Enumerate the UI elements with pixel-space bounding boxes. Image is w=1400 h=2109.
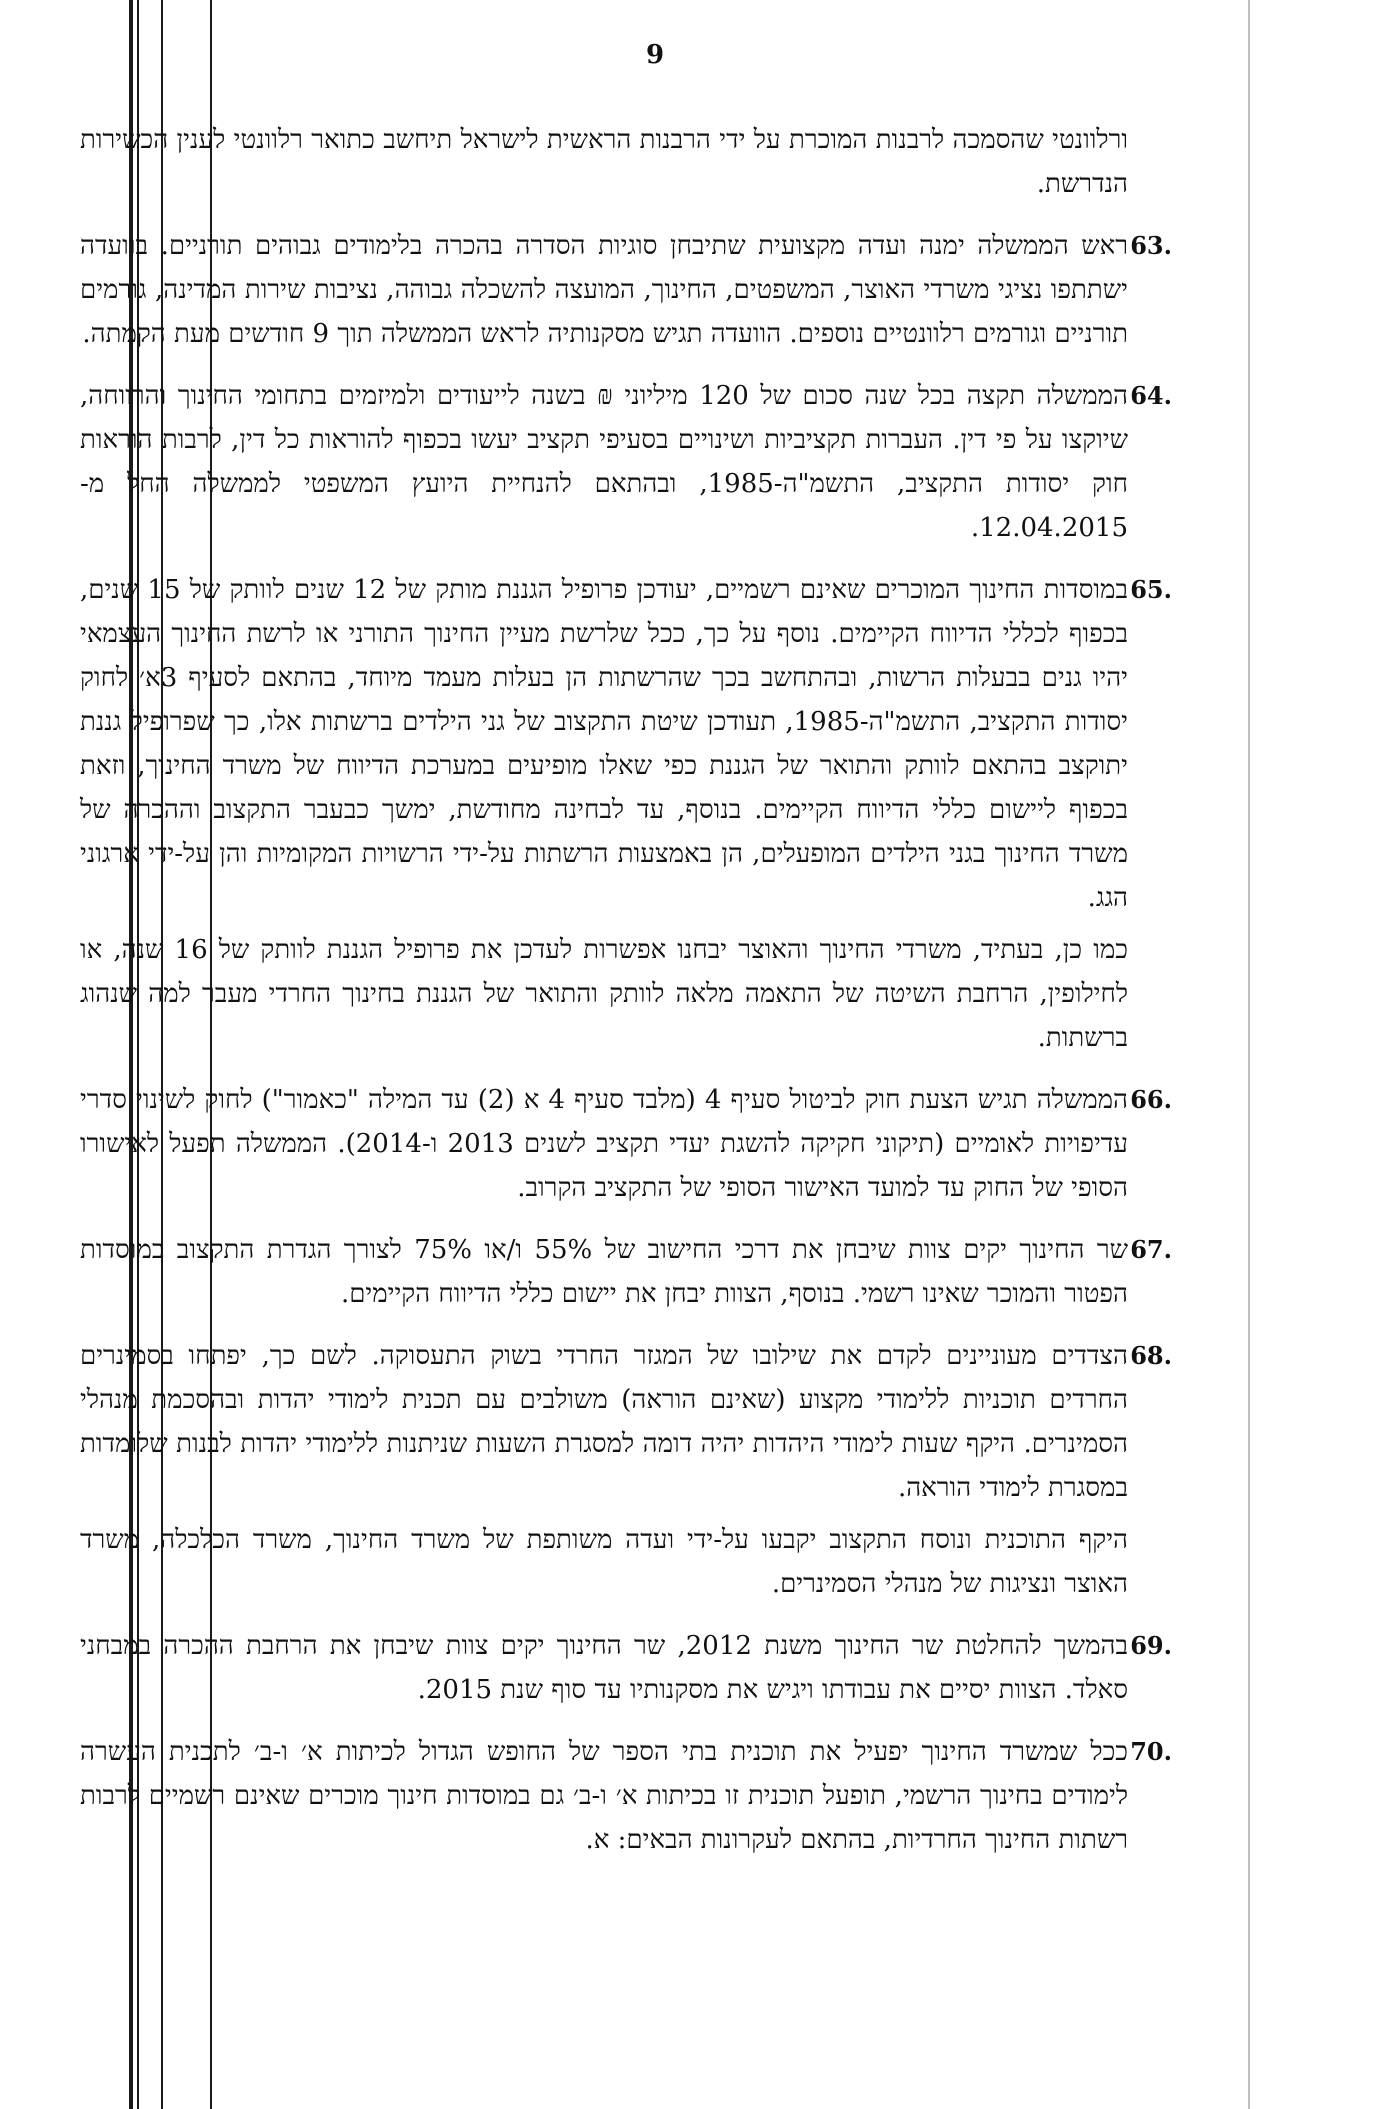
clause-text: ככל שמשרד החינוך יפעיל את תוכנית בתי הספר של החופש הגדול לכיתות א׳ ו-ב׳ לתכנית העשרה לימודים בחינוך הרשמי, תופעל תוכנית זו בכיתות א׳ ו-ב׳ גם במוסדות חינוך מוכרים שאינם רשמיים לרבות רשתות החינוך החרדיות, בהתאם לעקרונות הבאים: א. <box>80 1737 1128 1855</box>
clause-number: 64. <box>1130 381 1172 410</box>
clause-text: כמו כן, בעתיד, משרדי החינוך והאוצר יבחנו אפשרות לעדכן את פרופיל הגננת לוותק של 16 שנה, או לחילופין, הרחבת השיטה של התאמה מלאה לוותק והתואר של הגננת בחינוך החרדי מעבר למה שנהוג ברשתות. <box>80 935 1128 1053</box>
clause-number: 68. <box>1130 1341 1172 1370</box>
page-edge <box>1248 0 1250 2109</box>
clause-66 <box>80 1078 1172 1210</box>
clause-69 <box>80 1624 1172 1712</box>
clause-text: הממשלה תגיש הצעת חוק לביטול סעיף 4 (מלבד סעיף 4 א (2) עד המילה "כאמור") לחוק לשינוי סדרי עדיפויות לאומיים (תיקוני חקיקה להשגת יעדי תקציב לשנים 2013 ו-2014). הממשלה תפעל לאישורו הסופי של החוק עד למועד האישור הסופי של התקציב הקרוב. <box>80 1085 1129 1203</box>
clause-63 <box>80 224 1172 356</box>
clause-number: 69. <box>1130 1631 1172 1660</box>
clause-number: 63. <box>1130 231 1172 260</box>
clause-number: 67. <box>1130 1235 1172 1264</box>
clause-text: הצדדים מעוניינים לקדם את שילובו של המגזר החרדי בשוק התעסוקה. לשם כך, יפתחו בסמינרים החרדים תוכניות ללימודי מקצוע (שאינם הוראה) משולבים עם תכנית לימודי יהדות ובהסכמת מנהלי הסמינרים. היקף שעות לימודי היהדות יהיה דומה למסגרת השעות שניתנות ללימודי יהדות לבנות שלומדות במסגרת לימודי הוראה. <box>80 1341 1128 1503</box>
clause-number: 65. <box>1130 575 1172 604</box>
clause-64 <box>80 374 1172 550</box>
clause-text: במוסדות החינוך המוכרים שאינם רשמיים, יעודכן פרופיל הגננת מותק של 12 שנים לוותק של 15 שנים, בכפוף לכללי הדיווח הקיימים. נוסף על כך, ככל שלרשת מעיין החינוך התורני או לרשת החינוך העצמאי יהיו גנים בבעלות הרשות, ובהתחשב בכך שהרשתות הן בעלות מעמד מיוחד, בהתאם לסעיף 3א׳ לחוק יסודות התקציב, התשמ"ה-1985, תעודכן שיטת התקצוב של גני הילדים ברשתות אלו, כך שפרופיל גננת יתוקצב בהתאם לוותק והתואר של הגננת כפי שאלו מופיעים במערכת הדיווח של משרד החינוך, וזאת בכפוף ליישום כללי הדיווח הקיימים. בנוסף, עד לבחינה מחודשת, ימשך כבעבר התקצוב וההכרה של משרד החינוך בגני הילדים המופעלים, הן באמצעות הרשתות על-ידי הרשויות המקומיות והן על-ידי ארגוני הגג. <box>80 575 1129 913</box>
clause-70 <box>80 1730 1172 1862</box>
clause-text: היקף התוכנית ונוסח התקצוב יקבעו על-ידי ועדה משותפת של משרד החינוך, משרד הכלכלה, משרד האוצר ונציגות של מנהלי הסמינרים. <box>80 1525 1128 1599</box>
clause-text: בהמשך להחלטת שר החינוך משנת 2012, שר החינוך יקים צוות שיבחן את הרחבת ההכרה במבחני סאלד. הצוות יסיים את עבודתו ויגיש את מסקנותיו עד סוף שנת 2015. <box>80 1631 1128 1705</box>
clause-text: שר החינוך יקים צוות שיבחן את דרכי החישוב של 55% ו/או 75% לצורך הגדרת התקצוב במוסדות הפטור והמוכר שאינו רשמי. בנוסף, הצוות יבחן את יישום כללי הדיווח הקיימים. <box>80 1235 1129 1309</box>
document-body <box>80 118 1172 1880</box>
clause-number: 66. <box>1130 1085 1172 1114</box>
clause-68 <box>80 1334 1172 1606</box>
lead-paragraph: ורלוונטי שהסמכה לרבנות המוכרת על ידי הרבנות הראשית לישראל תיחשב כתואר רלוונטי לענין הכשירות הנדרשת. <box>80 125 1128 199</box>
clause-text: ראש הממשלה ימנה ועדה מקצועית שתיבחן סוגיות הסדרה בהכרה בלימודים גבוהים תורניים. בוועדה ישתתפו נציגי משרדי האוצר, המשפטים, החינוך, המועצה להשכלה גבוהה, נציבות שירות המדינה, גורמים תורניים וגורמים רלוונטיים נוספים. הוועדה תגיש מסקנותיה לראש הממשלה תוך 9 חודשים מעת הקמתה. <box>80 231 1128 349</box>
clause-number: 70. <box>1130 1737 1172 1766</box>
page-number: 9 <box>645 40 665 70</box>
clause-text: הממשלה תקצה בכל שנה סכום של 120 מיליוני ₪ בשנה לייעודים ולמיזמים בתחומי החינוך והרווחה, שיוקצו על פי דין. העברות תקציביות ושינויים בסעיפי תקציב יעשו בכפוף להוראות כל דין, לרבות הוראות חוק יסודות התקציב, התשמ"ה-1985, ובהתאם להנחיית היועץ המשפטי לממשלה החל מ- 12.04.2015. <box>80 381 1128 543</box>
clause-67 <box>80 1228 1172 1316</box>
clause-65 <box>80 568 1172 1060</box>
